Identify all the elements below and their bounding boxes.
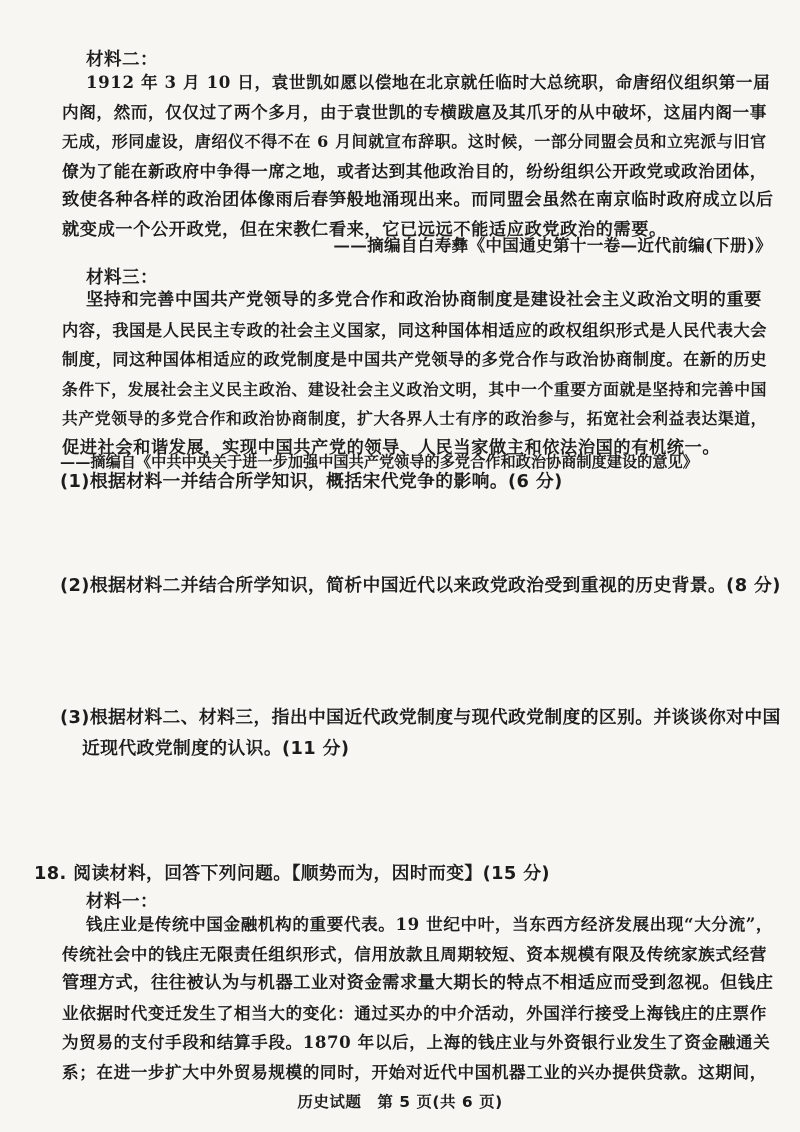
material3-line: 促进社会和谐发展，实现中国共产党的领导、人民当家做主和依法治国的有机统一。 [62, 437, 721, 458]
material2-line: 1912 年 3 月 10 日，袁世凯如愿以偿地在北京就任临时大总统职，命唐绍仪组织第一届 [86, 72, 771, 92]
material3-line: 共产党领导的多党合作和政治协商制度，扩大各界人士有序的政治参与，拓宽社会利益表达渠道， [62, 409, 768, 428]
material3-line: 坚持和完善中国共产党领导的多党合作和政治协商制度是建设社会主义政治文明的重要 [86, 290, 762, 310]
material3-label: 材料三： [86, 268, 158, 288]
material3-line: 制度，同这种国体相适应的政党制度是中国共产党领导的多党合作与政治协商制度。在新的历史 [62, 350, 768, 369]
question-3-text: 近现代政党制度的认识。(11 分) [82, 738, 350, 759]
q18-material1-line: 传统社会中的钱庄无限责任组织形式，信用放款且周期较短、资本规模有限及传统家族式经营 [62, 943, 767, 964]
question-1 [60, 466, 563, 497]
material2-line: 内阁，然而，仅仅过了两个多月，由于袁世凯的专横跋扈及其爪牙的从中破坏，这届内阁一事 [62, 101, 767, 122]
question-2-text: (2)根据材料二并结合所学知识，简析中国近代以来政党政治受到重视的历史背景。(8 分) [60, 575, 781, 596]
question-3-text: (3)根据材料二、材料三，指出中国近代政党制度与现代政党制度的区别。并谈谈你对中国 [60, 707, 781, 728]
page-footer: 历史试题 第 5 页(共 6 页) [297, 1093, 503, 1111]
q18-material1-line: 钱庄业是传统中国金融机构的重要代表。19 世纪中叶，当东西方经济发展出现“大分流”， [86, 914, 774, 934]
q18-material1-line: 管理方式，往往被认为与机器工业对资金需求量大期长的特点不相适应而受到忽视。但钱庄 [62, 973, 774, 993]
material3-line: 内容，我国是人民民主专政的社会主义国家，同这种国体相适应的政权组织形式是人民代表大会 [62, 320, 768, 340]
q18-material1-label: 材料一： [86, 892, 158, 912]
material3-text [62, 286, 772, 463]
question-1-text: (1)根据材料一并结合所学知识，概括宋代党争的影响。(6 分) [60, 471, 563, 492]
material2-line: 就变成一个公开政党，但在宋教仁看来，它已远远不能适应政党政治的需要。 [62, 219, 667, 240]
material3-source: ——摘编自《中共中央关于进一步加强中国共产党领导的多党合作和政治协商制度建设的意见》 [60, 453, 698, 471]
material2-text [62, 68, 774, 245]
material2-label: 材料二： [86, 50, 158, 70]
material2-source: ——摘编自白寿彝《中国通史第十一卷—近代前编(下册)》 [333, 235, 772, 255]
question-3 [60, 702, 781, 764]
question-18-title-text: 18. 阅读材料，回答下列问题。【顺势而为，因时而变】(15 分) [34, 863, 550, 884]
q18-material1-text [62, 910, 774, 1087]
question-18-title [34, 858, 550, 889]
material2-line: 无成，形同虚设，唐绍仪不得不在 6 月间就宣布辞职。这时候，一部分同盟会员和立宪派与旧官 [62, 132, 767, 151]
question-2 [60, 570, 781, 601]
material2-line: 致使各种各样的政治团体像雨后春笋般地涌现出来。而同盟会虽然在南京临时政府成立以后 [62, 190, 774, 210]
material3-line: 条件下，发展社会主义民主政治、建设社会主义政治文明，其中一个重要方面就是坚持和完善中国 [62, 379, 768, 399]
q18-material1-line: 为贸易的支付手段和结算手段。1870 年以后，上海的钱庄业与外资银行业发生了资金融通关 [62, 1032, 771, 1052]
q18-material1-line: 系；在进一步扩大中外贸易规模的同时，开始对近代中国机器工业的兴办提供贷款。这期间， [62, 1061, 767, 1082]
q18-material1-line: 业依据时代变迁发生了相当大的变化：通过买办的中介活动，外国洋行接受上海钱庄的庄票作 [62, 1002, 767, 1023]
material2-line: 僚为了能在新政府中争得一席之地，或者达到其他政治目的，纷纷组织公开政党或政治团体， [62, 160, 767, 181]
